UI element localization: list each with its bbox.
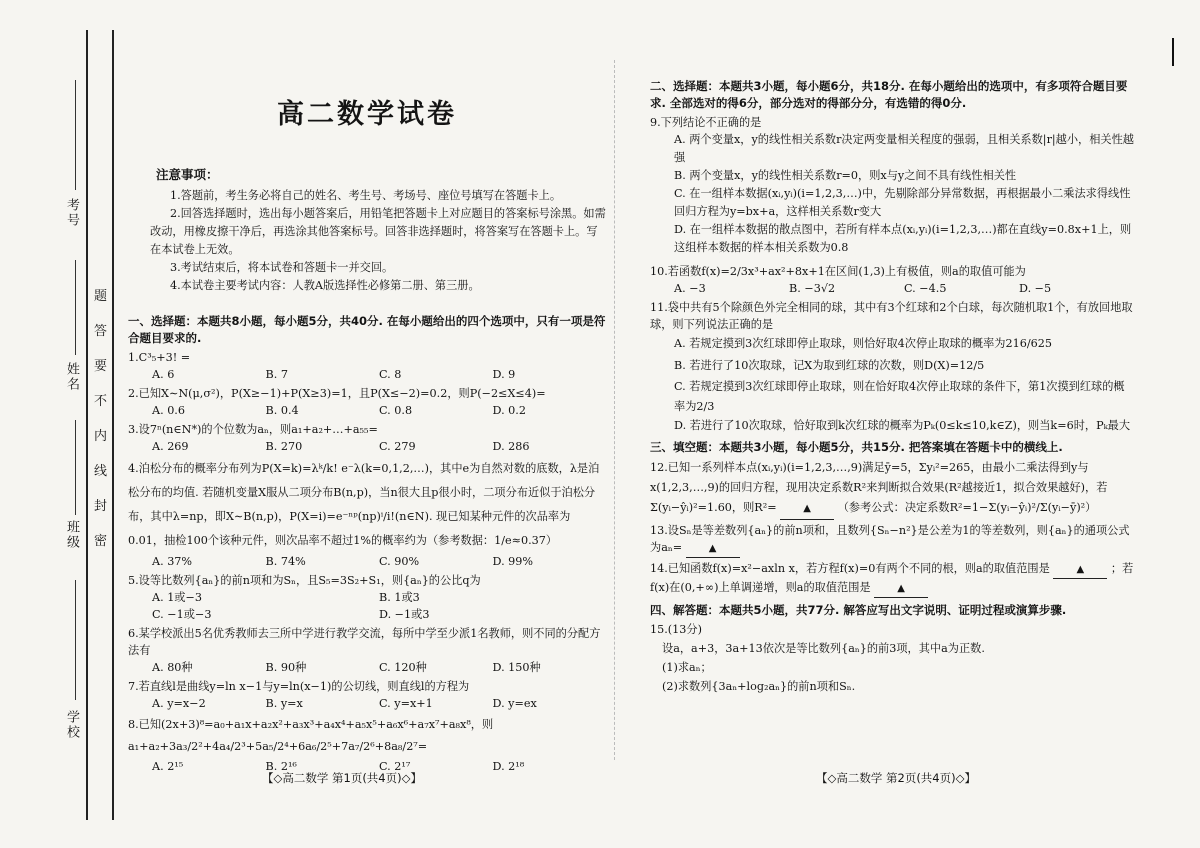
option: A. 两个变量x，y的线性相关系数r决定两变量相关程度的强弱，且相关系数|r|越小，相关性越强 [674,133,1134,164]
seal-char: 答 [94,324,108,339]
option: A. 269 [152,440,189,453]
question-stem: 7.若直线l是曲线y=ln x−1与y=ln(x−1)的公切线，则直线l的方程为 [128,680,470,693]
question-stem: 4.泊松分布的概率分布列为P(X=k)=λᵏ/k! e⁻λ(k=0,1,2,…)，其中e为自然对数的底数，λ是泊松分布的均值. 若随机变量X服从二项分布B(n,p)，当n很大且p很小时，二项分布近似于泊松分布，其中λ=np，即X∼B(n,p)，P(X=i)=e⁻ⁿᵖ(np)ⁱ/i!(n∈N). 现已知某种元件的次品率为0.01，抽检100个该种元件，则次品率不超过1%的概率约为（参考数据：1/e≈0.37） [128,462,600,547]
option: C. 120种 [379,661,427,674]
option: C. 在一组样本数据(xᵢ,yᵢ)(i=1,2,3,…)中，先剔除部分异常数据，再根据最小二乘法求得线性回归方程为y=bx+a，这样相关系数r变大 [674,187,1131,218]
seal-char: 封 [94,499,108,514]
exam-title: 高二数学试卷 [277,99,457,130]
option: D. −5 [1019,282,1052,295]
option: D. 在一组样本数据的散点图中，若所有样本点(xᵢ,yᵢ)(i=1,2,3,…)都在直线y=0.8x+1上，则这组样本数据的样本相关系数为0.8 [674,223,1132,254]
option: B. 若进行了10次取球，记X为取到红球的次数，则D(X)=12/5 [674,359,985,372]
page-1-footer: 【◇高二数学 第1页(共4页)◇】 [262,771,422,785]
binding-line-inner [112,30,114,820]
name-line [75,260,76,355]
option: D. 2¹⁸ [492,760,525,773]
exam-no-line [75,80,76,190]
school-label: 学校 [64,710,79,740]
question-stem: 设a，a+3，3a+13依次是等比数列{aₙ}的前3项，其中a为正数. [662,642,985,655]
notice-item: 2.回答选择题时，选出每小题答案后，用铅笔把答题卡上对应题目的答案标号涂黑。如需改动，用橡皮擦干净后，再选涂其他答案标号。回答非选择题时，将答案写在答题卡上。写在本试卷上无效。 [150,207,606,256]
option: B. 两个变量x，y的线性相关系数r=0，则x与y之间不具有线性相关性 [674,169,1017,182]
section-heading: 二、选择题：本题共3小题，每小题6分，共18分. 在每小题给出的选项中，有多项符合题目要求. 全部选对的得6分，部分选对的得部分分，有选错的得0分. [650,79,1128,110]
reference-formula: （参考公式：决定系数R²=1−Σ(yᵢ−ŷᵢ)²/Σ(yᵢ−ȳ)²） [837,501,1097,514]
page-2-column [650,78,1134,695]
option: A. 1或−3 [152,591,202,604]
option: D. y=ex [492,697,537,710]
question-part: (1)求aₙ； [662,661,712,674]
page-2-footer: 【◇高二数学 第2页(共4页)◇】 [816,771,976,785]
page-1-column [128,80,606,775]
school-line [75,580,76,700]
notice-heading: 注意事项： [156,167,219,182]
seal-char: 题 [94,289,108,304]
question-head: 15.(13分) [650,623,702,636]
class-label: 班级 [64,520,79,550]
class-line [75,420,76,515]
question-stem: 8.已知(2x+3)⁸=a₀+a₁x+a₂x²+a₃x³+a₄x⁴+a₅x⁵+a₆x⁶+a₇x⁷+a₈x⁸，则a₁+a₂+3a₃/2²+4a₄/2³+5a₅/2⁴+6a₆/2⁵+7a₇/2⁶+8a₈/2⁷= [128,718,494,753]
option: D. 99% [492,555,534,568]
options-row [128,438,606,455]
options-row [128,366,606,383]
question-stem: 6.某学校派出5名优秀教师去三所中学进行教学交流，每所中学至少派1名教师，则不同的分配方法有 [128,627,601,657]
option: B. 74% [265,555,306,568]
question-stem: 11.袋中共有5个除颜色外完全相同的球，其中有3个红球和2个白球，每次随机取1个，有放回地取球，则下列说法正确的是 [650,301,1133,331]
option: A. 0.6 [152,404,185,417]
answer-blank [874,579,928,598]
option: A. 若规定摸到3次红球即停止取球，则恰好取4次停止取球的概率为216/625 [674,337,1052,350]
option: C. y=x+1 [379,697,433,710]
options-row [128,695,606,712]
section-heading: 三、填空题：本题共3小题，每小题5分，共15分. 把答案填在答题卡中的横线上. [650,440,1063,454]
question-stem: 10.若函数f(x)=2/3x³+ax²+8x+1在区间(1,3)上有极值，则a的取值可能为 [650,265,1026,278]
question-12 [650,458,1134,520]
option: A. 80种 [152,661,193,674]
options-row [128,553,606,570]
option: B. 7 [265,368,288,381]
option: D. −1或3 [379,608,430,621]
option: B. 2¹⁶ [265,760,297,773]
binding-line-outer [86,30,88,820]
question-stem: 9.下列结论不正确的是 [650,116,762,129]
seal-char: 不 [94,394,108,409]
option: D. 若进行了10次取球，恰好取到k次红球的概率为Pₖ(0≤k≤10,k∈Z)，则当k=6时，Pₖ最大 [674,419,1131,432]
option: B. 1或3 [379,591,420,604]
option: A. 37% [152,555,193,568]
option: A. 6 [152,368,175,381]
option: C. −4.5 [904,282,947,295]
question-stem: 13.设Sₙ是等差数列{aₙ}的前n项和，且数列{Sₙ−n²}是公差为1的等差数列，则{aₙ}的通项公式为aₙ= [650,524,1130,554]
option: D. 0.2 [492,404,526,417]
option: C. 若规定摸到3次红球即停止取球，则在恰好取4次停止取球的条件下，第1次摸到红球的概率为2/3 [674,380,1125,413]
option: C. 90% [379,555,420,568]
option: B. −3√2 [789,282,836,295]
answer-blank [780,498,834,520]
blank-marker: ▲ [1076,564,1085,575]
options-row [128,402,606,419]
options-grid [128,589,606,623]
option: B. 270 [265,440,303,453]
answer-blank [1053,560,1107,579]
question-stem: 2.已知X∼N(μ,σ²)，P(X≥−1)+P(X≥3)=1，且P(X≤−2)=0.2，则P(−2≤X≤4)= [128,387,546,400]
question-part: (2)求数列{3aₙ+log₂aₙ}的前n项和Sₙ. [662,680,856,693]
blank-marker: ▲ [708,543,717,554]
blank-marker: ▲ [897,583,905,594]
seal-char: 线 [94,464,108,479]
section-heading: 一、选择题：本题共8小题，每小题5分，共40分. 在每小题给出的四个选项中，只有一项是符合题目要求的. [128,314,606,345]
exam-no-label: 考号 [64,198,79,228]
option: B. 0.4 [265,404,299,417]
seal-char: 内 [94,429,108,444]
notice-item: 1.答题前，考生务必将自己的姓名、考生号、考场号、座位号填写在答题卡上。 [170,189,562,202]
name-label: 姓名 [64,362,79,392]
option: D. 9 [492,368,516,381]
option: B. y=x [265,697,303,710]
section-heading: 四、解答题：本题共5小题，共77分. 解答应写出文字说明、证明过程或演算步骤. [650,603,1067,617]
option: A. 2¹⁵ [152,760,184,773]
page-divider [614,60,616,760]
blank-marker: ▲ [803,503,811,514]
option: A. −3 [674,282,706,295]
question-stem-cont: ；若f(x)在(0,+∞)上单调递增，则a的取值范围是 [650,562,1134,594]
option: C. 0.8 [379,404,413,417]
question-stem: 3.设7ⁿ(n∈N*)的个位数为aₙ，则a₁+a₂+…+a₅₅= [128,423,378,436]
option: C. 279 [379,440,416,453]
question-13 [650,522,1134,558]
option: D. 150种 [492,661,541,674]
option: C. −1或−3 [152,608,212,621]
option: B. 90种 [265,661,307,674]
question-stem: 14.已知函数f(x)=x²−axln x，若方程f(x)=0有两个不同的根，则a的取值范围是 [650,562,1050,575]
seal-char: 密 [94,534,108,549]
notice-item: 4.本试卷主要考试内容：人教A版选择性必修第二册、第三册。 [170,279,480,292]
options-row [128,659,606,676]
options-row [650,280,1134,297]
answer-blank [686,539,740,558]
question-stem: 12.已知一系列样本点(xᵢ,yᵢ)(i=1,2,3,…,9)满足ȳ=5，Σyᵢ²=265，由最小二乘法得到y与x(1,2,3,…,9)的回归方程，现用决定系数R²来判断拟合效果(R²越接近1，拟合效果越好)，若Σ(yᵢ−ŷᵢ)²=1.60，则R²= [650,461,1108,514]
edge-mark [1172,38,1174,66]
option: C. 8 [379,368,402,381]
option: A. y=x−2 [152,697,206,710]
option: C. 2¹⁷ [379,760,411,773]
question-14 [650,560,1134,598]
notice-item: 3.考试结束后，将本试卷和答题卡一并交回。 [170,261,394,274]
question-stem: 5.设等比数列{aₙ}的前n项和为Sₙ，且S₅=3S₂+S₁，则{aₙ}的公比q为 [128,574,481,587]
seal-char: 要 [94,359,108,374]
option: D. 286 [492,440,530,453]
question-stem: 1.C³₅+3! = [128,351,191,364]
